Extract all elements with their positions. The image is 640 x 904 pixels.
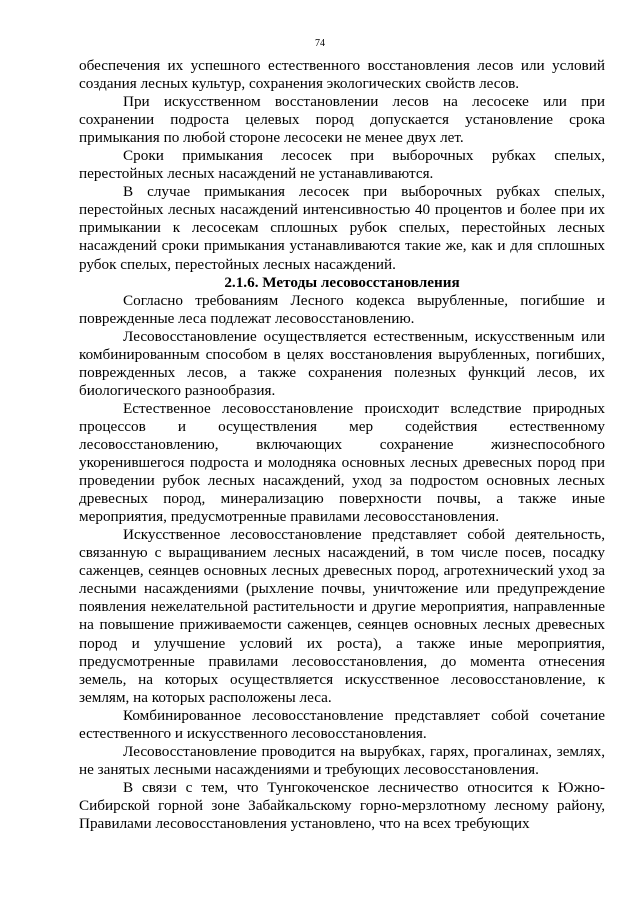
paragraph: Естественное лесовосстановление происходит вследствие природных процессов и осуществления мер содействия естественному лесовосстановлению, включающих сохранение жизнеспособного укоренившегося подроста и молодняка основных лесных древесных пород при проведении рубок лесных насаждений, уход за подростом основных лесных древесных пород, минерализацию поверхности почвы, а также иные мероприятия, предусмотренные правилами лесовосстановления.: [79, 399, 605, 526]
paragraph: обеспечения их успешного естественного восстановления лесов или условий создания лесных культур, сохранения экологических свойств лесов.: [79, 57, 605, 93]
paragraph: В связи с тем, что Тунгокоченское лесничество относится к Южно-Сибирской горной зоне Забайкальскому горно-мерзлотному лесному району, Правилами лесовосстановления установлено, что на всех требующих: [79, 778, 605, 832]
section-heading: 2.1.6. Методы лесовосстановления: [224, 273, 460, 291]
page-body: [79, 57, 605, 833]
paragraph: Согласно требованиям Лесного кодекса вырубленные, погибшие и поврежденные леса подлежат лесовосстановлению.: [79, 291, 605, 327]
page-number: 74: [315, 38, 325, 49]
paragraph: В случае примыкания лесосек при выборочных рубках спелых, перестойных лесных насаждений интенсивностью 40 процентов и более при их примыкании к лесосекам сплошных рубок спелых, перестойных лесных насаждений сроки примыкания устанавливаются такие же, как и для сплошных рубок спелых, перестойных лесных насаждений.: [79, 183, 605, 273]
paragraph: Лесовосстановление проводится на вырубках, гарях, прогалинах, землях, не занятых лесными насаждениями и требующих лесовосстановления.: [79, 742, 605, 778]
paragraph: При искусственном восстановлении лесов на лесосеке или при сохранении подроста целевых пород допускается установление срока примыкания по любой стороне лесосеки не менее двух лет.: [79, 93, 605, 147]
paragraph: Комбинированное лесовосстановление представляет собой сочетание естественного и искусственного лесовосстановления.: [79, 706, 605, 742]
paragraph: Искусственное лесовосстановление представляет собой деятельность, связанную с выращиванием лесных насаждений, в том числе посев, посадку саженцев, сеянцев основных лесных древесных пород, агротехнический уход за лесными насаждениями (рыхление почвы, уничтожение или предупреждение появления нежелательной растительности и другие мероприятия, направленные на повышение приживаемости саженцев, сеянцев основных лесных древесных пород и улучшение условий их роста), а также иные мероприятия, предусмотренные правилами лесовосстановления, до момента отнесения земель, на которых осуществляется искусственное лесовосстановление, к землям, на которых расположены леса.: [79, 526, 605, 706]
paragraph: Сроки примыкания лесосек при выборочных рубках спелых, перестойных лесных насаждений не устанавливаются.: [79, 147, 605, 183]
paragraph: Лесовосстановление осуществляется естественным, искусственным или комбинированным способом в целях восстановления вырубленных, погибших, поврежденных лесов, а также сохранения полезных функций лесов, их биологического разнообразия.: [79, 327, 605, 399]
